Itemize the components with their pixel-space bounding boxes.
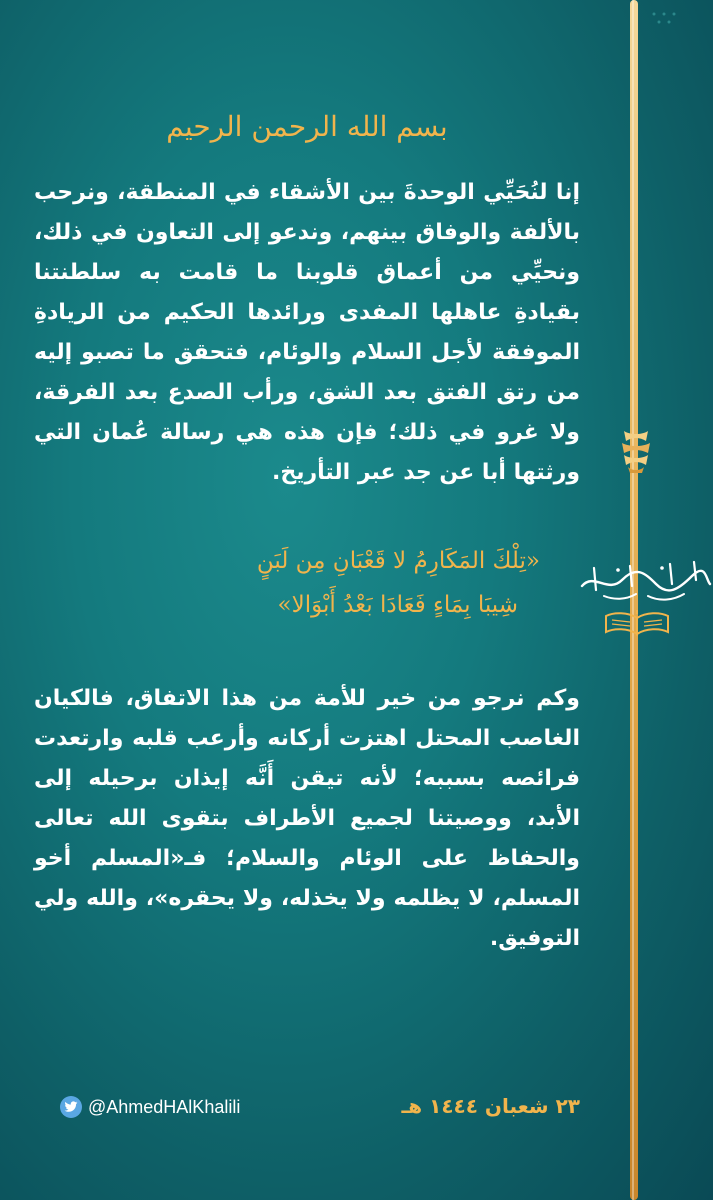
footer — [60, 1094, 580, 1124]
main-text-block — [34, 110, 580, 959]
twitter-link[interactable] — [60, 1096, 240, 1118]
book-icon — [604, 608, 670, 638]
poetry-quote — [34, 539, 580, 627]
twitter-icon — [60, 1096, 82, 1118]
paragraph-1: إنا لنُحَيِّي الوحدةَ بين الأشقاء في المنطقة، ونرحب بالألفة والوفاق بينهم، وندعو إلى التعاون في ذلك، ونحيِّي من أعماق قلوبنا ما قامت به سلطنتنا بقيادةِ عاهلها المفدى ورائدها الحكيم من الريادةِ الموفقة لأجل السلام والوئام، فتحقق ما تصبو إليه من رتق الفتق بعد الشق، ورأب الصدع بعد الفرقة، ولا غرو في ذلك؛ فإن هذه هي رسالة عُمان التي ورثتها أبا عن جد عبر التأريخ. — [34, 180, 580, 485]
twitter-handle: @AhmedHAlKhalili — [88, 1096, 241, 1117]
quote-line-2: شِيبَا بِمَاءٍ فَعَادَا بَعْدُ أَبْوَالا» — [277, 592, 518, 618]
decorative-dots — [650, 10, 680, 26]
hijri-date: ٢٣ شعبان ١٤٤٤ هـ — [401, 1094, 580, 1118]
calligraphy-logo — [574, 550, 713, 610]
hands-knot-icon — [616, 425, 656, 475]
basmala-heading: بسم الله الرحمن الرحيم — [166, 110, 448, 143]
quote-line-1: «تِلْكَ المَكَارِمُ لا قَعْبَانِ مِن لَبَنٍ — [256, 548, 540, 574]
paragraph-2: وكم نرجو من خير للأمة من هذا الاتفاق، فالكيان الغاصب المحتل اهتزت أركانه وأرعب قلبه وارتعدت فرائصه بسببه؛ لأنه تيقن أَنَّه إيذان برحيله إلى الأبد، ووصيتنا لجميع الأطراف بتقوى الله تعالى والحفاظ على الوئام والسلام؛ فـ«المسلم أخو المسلم، لا يظلمه ولا يخذله، ولا يحقره»، والله ولي التوفيق. — [34, 686, 580, 951]
